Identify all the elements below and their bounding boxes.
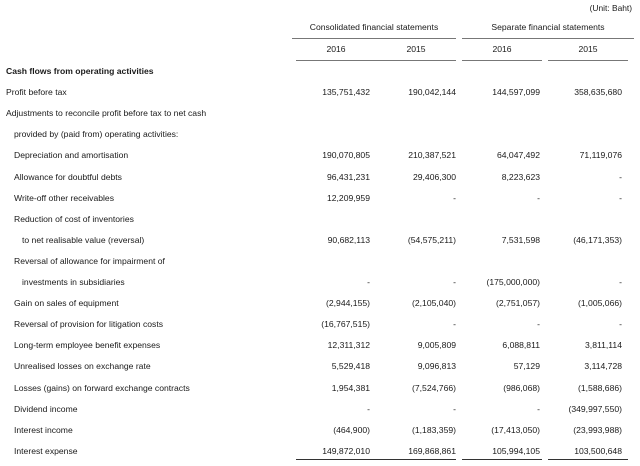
row-label: Reduction of cost of inventories [14,214,134,224]
row-value: (986,068) [503,383,540,393]
row-value: - [453,277,456,287]
table-row [0,383,640,403]
table-row [0,404,640,424]
row-value: (7,524,766) [412,383,456,393]
row-label: Reversal of allowance for impairment of [14,256,165,266]
row-value: - [453,319,456,329]
table-row [0,298,640,318]
row-label: Unrealised losses on exchange rate [14,361,151,371]
table-row [0,277,640,297]
table-row [0,340,640,360]
table-row [0,129,640,149]
row-label: Interest expense [14,446,78,456]
table-row [0,150,640,170]
table-row [0,235,640,255]
row-label: Losses (gains) on forward exchange contracts [14,383,190,393]
row-value: - [453,404,456,414]
table-row [0,87,640,107]
row-value: - [537,404,540,414]
table-row [0,256,640,276]
table-row [0,193,640,213]
row-value: 105,994,105 [492,446,540,456]
row-value: 29,406,300 [412,172,456,182]
row-value: 3,811,114 [585,340,622,350]
total-underline [296,459,376,460]
table-row [0,361,640,381]
row-value: (1,005,066) [578,298,622,308]
row-label: Adjustments to reconcile profit before tax to net cash [6,108,207,118]
row-value: (16,767,515) [321,319,370,329]
row-label: investments in subsidiaries [22,277,125,287]
row-value: 64,047,492 [496,150,540,160]
row-value: (2,944,155) [326,298,370,308]
row-label: Interest income [14,425,73,435]
row-value: - [537,319,540,329]
row-label: Allowance for doubtful debts [14,172,122,182]
total-underline [376,459,456,460]
row-value: 190,070,805 [322,150,370,160]
row-value: 5,529,418 [331,361,370,371]
row-value: (464,900) [333,425,370,435]
row-value: - [619,319,622,329]
consolidated-header: Consolidated financial statements [292,22,456,39]
row-value: 190,042,144 [408,87,456,97]
table-row [0,66,640,86]
year-header-consolidated-2016: 2016 [296,44,376,61]
table-row [0,172,640,192]
row-value: (54,575,211) [407,235,456,245]
year-header-separate-2016: 2016 [462,44,542,61]
row-value: 210,387,521 [408,150,456,160]
row-value: 1,954,381 [331,383,370,393]
row-value: (2,751,057) [496,298,540,308]
row-value: 3,114,728 [584,361,622,371]
row-label: provided by (paid from) operating activities: [14,129,179,139]
row-value: - [619,277,622,287]
row-value: 8,223,623 [501,172,540,182]
row-value: 96,431,231 [326,172,370,182]
row-value: 358,635,680 [574,87,622,97]
row-label: Dividend income [14,404,78,414]
row-value: (1,183,359) [412,425,456,435]
row-value: 169,868,861 [408,446,456,456]
row-value: 135,751,432 [322,87,370,97]
row-label: Write-off other receivables [14,193,114,203]
row-label: to net realisable value (reversal) [22,235,145,245]
unit-note: (Unit: Baht) [589,3,632,13]
row-value: (1,588,686) [578,383,622,393]
row-value: 12,209,959 [326,193,370,203]
row-value: - [367,277,370,287]
table-row [0,108,640,128]
row-label: Profit before tax [6,87,67,97]
row-value: 149,872,010 [322,446,370,456]
row-label: Depreciation and amortisation [14,150,129,160]
table-row [0,319,640,339]
row-value: (175,000,000) [486,277,540,287]
year-header-consolidated-2015: 2015 [376,44,456,61]
row-value: - [367,404,370,414]
row-value: (46,171,353) [573,235,622,245]
row-value: - [453,193,456,203]
row-value: 71,119,076 [579,150,622,160]
row-value: 6,088,811 [502,340,540,350]
separate-header: Separate financial statements [462,22,634,39]
total-underline [462,459,542,460]
row-value: 7,531,598 [501,235,540,245]
row-value: 57,129 [513,361,540,371]
row-value: 144,597,099 [492,87,540,97]
row-label: Gain on sales of equipment [14,298,119,308]
table-row [0,425,640,445]
row-label: Reversal of provision for litigation costs [14,319,164,329]
row-value: - [619,193,622,203]
year-header-separate-2015: 2015 [548,44,628,61]
row-value: (17,413,050) [491,425,540,435]
row-value: 103,500,648 [574,446,622,456]
table-row [0,446,640,466]
total-underline [548,459,628,460]
row-value: (349,997,550) [568,404,622,414]
row-value: - [619,172,622,182]
row-value: 9,005,809 [417,340,456,350]
row-value: (2,105,040) [412,298,456,308]
row-value: (23,993,988) [573,425,622,435]
row-value: 90,682,113 [327,235,370,245]
table-row [0,214,640,234]
row-label: Long-term employee benefit expenses [14,340,161,350]
row-value: 9,096,813 [417,361,456,371]
row-label: Cash flows from operating activities [6,66,154,76]
row-value: 12,311,312 [327,340,370,350]
row-value: - [537,193,540,203]
